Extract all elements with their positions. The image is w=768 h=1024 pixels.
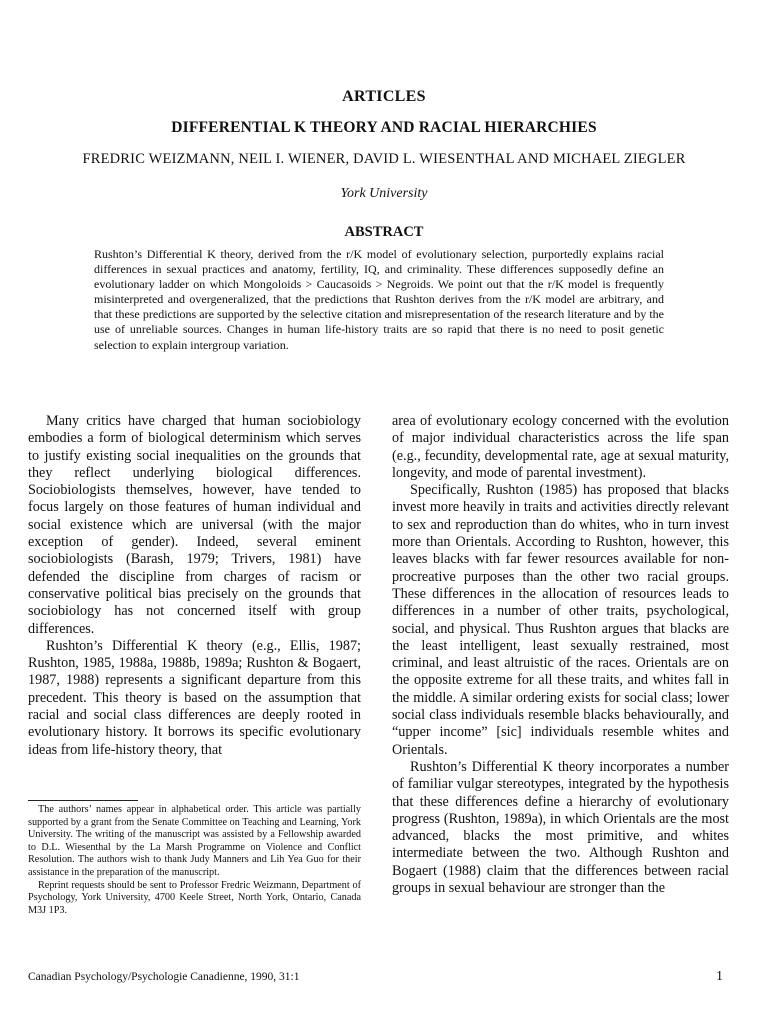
right-column <box>392 413 729 897</box>
body-paragraph: Rushton’s Differential K theory (e.g., Ellis, 1987; Rushton, 1985, 1988a, 1988b, 1989a; Rushton & Bogaert, 1987, 1988) represents a significant departure from this precedent. This theory is based on the assumption that racial and social class differences are deeply rooted in evolutionary history. It borrows its specific evolutionary ideas from life-history theory, that <box>28 637 361 758</box>
footnote: The authors’ names appear in alphabetical order. This article was partially supported by a grant from the Senate Committee on Teaching and Learning, York University. The writing of the manuscript was assisted by a Fellowship awarded to D.L. Wiesenthal by the La Marsh Programme on Violence and Conflict Resolution. The authors wish to thank Judy Manners and Lih Yea Guo for their assistance in the preparation of the manuscript. <box>28 804 361 878</box>
section-label: ARTICLES <box>342 88 426 105</box>
footnote: Reprint requests should be sent to Professor Fredric Weizmann, Department of Psychology, York University, 4700 Keele Street, North York, Ontario, Canada M3J 1P3. <box>28 879 361 916</box>
body-paragraph: Rushton’s Differential K theory incorporates a number of familiar vulgar stereotypes, integrated by the hypothesis that these differences define a hierarchy of evolutionary progress (Rushton, 1989a), in which Orientals are the most advanced, blacks the most primitive, and whites intermediate between the two. Although Rushton and Bogaert (1988) claim that the differences between racial groups in sexual behaviour are stronger than the <box>392 758 729 897</box>
journal-citation: Canadian Psychology/Psychologie Canadienne, 1990, 31:1 <box>28 971 300 983</box>
footnote-divider <box>28 800 138 801</box>
body-paragraph: Specifically, Rushton (1985) has proposed that blacks invest more heavily in traits and activities directly relevant to sex and reproduction than do whites, who in turn invest more than Orientals. According to Rushton, however, this leaves blacks with far fewer resources available for non-procreative purposes than the other two racial groups. These differences in the allocation of resources leads to differences in a number of other traits, psychological, social, and physical. Thus Rushton argues that blacks are the least intelligent, least sexually restrained, most criminal, and least altruistic of the races. Orientals are on the opposite extreme for all these traits, and whites fall in the middle. A similar ordering exists for social class; lower social class individuals resemble blacks behaviourally, and “upper income” [sic] individuals resemble whites and Orientals. <box>392 482 729 758</box>
author-list: FREDRIC WEIZMANN, NEIL I. WIENER, DAVID L. WIESENTHAL AND MICHAEL ZIEGLER <box>82 151 686 167</box>
left-column <box>28 413 361 759</box>
abstract-text: Rushton’s Differential K theory, derived from the r/K model of evolutionary selection, purportedly explains racial differences in sexual practices and anatomy, fertility, IQ, and criminality. These differences supposedly define an evolutionary ladder on which Mongoloids > Caucasoids > Negroids. We point out that the r/K model is frequently misinterpreted and overgeneralized, that the predictions that Rushton derives from the r/K model are arbitrary, and that these predictions are supported by the selective citation and misrepresentation of the research literature and by the use of unreliable sources. Changes in human life-history traits are so rapid that there is no need to posit genetic selection to explain intergroup variation. <box>94 247 664 352</box>
page-number: 1 <box>716 969 723 984</box>
affiliation: York University <box>340 186 428 201</box>
body-paragraph: area of evolutionary ecology concerned with the evolution of major individual characteristics across the life span (e.g., fecundity, developmental rate, age at sexual maturity, longevity, and mode of parental investment). <box>392 413 729 481</box>
footnotes <box>28 804 361 917</box>
abstract-heading: ABSTRACT <box>344 224 424 240</box>
article-title: DIFFERENTIAL K THEORY AND RACIAL HIERARCHIES <box>171 119 597 136</box>
body-paragraph: Many critics have charged that human sociobiology embodies a form of biological determinism which serves to justify existing social inequalities on the grounds that they reflect underlying biological differences. Sociobiologists themselves, however, have tended to focus largely on those features of human individual and social existence which are universal (with the major exception of gender). Indeed, several eminent sociobiologists (Barash, 1979; Trivers, 1981) have defended the discipline from charges of racism or conservative political bias precisely on the grounds that sociobiology has not concerned itself with group differences. <box>28 413 361 637</box>
